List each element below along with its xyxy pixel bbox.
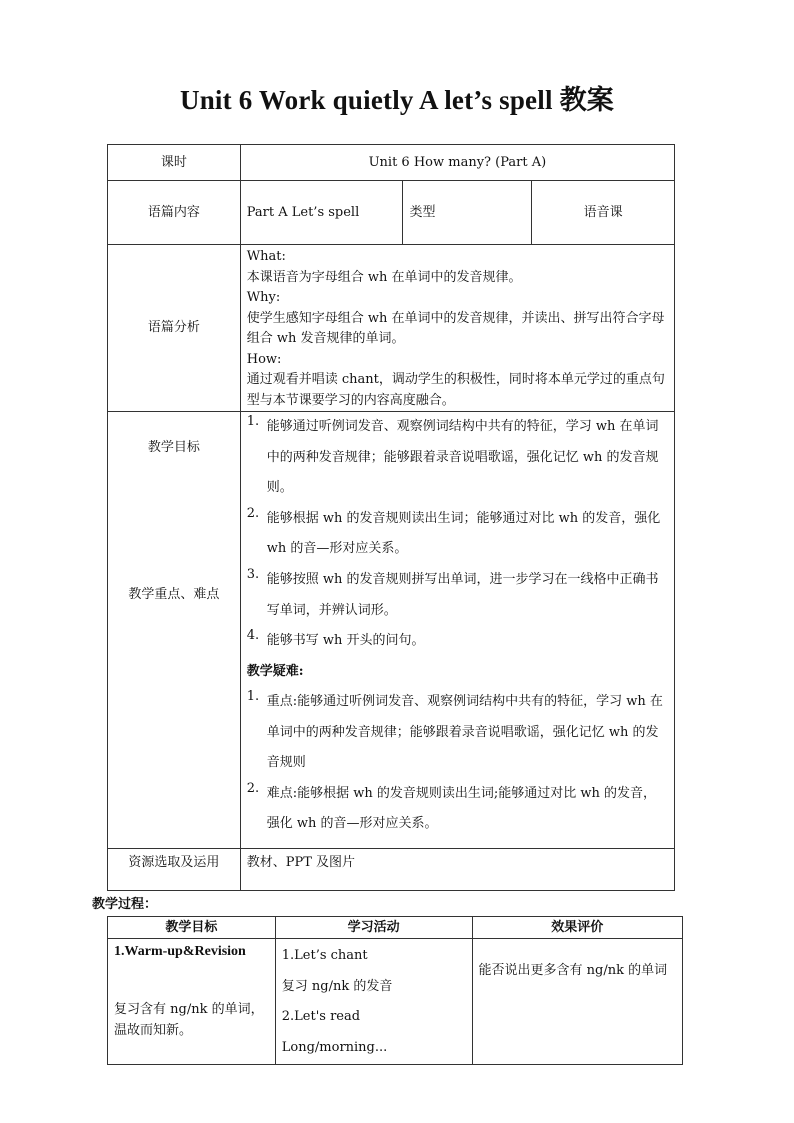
goal-item: 4. 能够书写 wh 开头的问句。 <box>246 628 425 649</box>
content-label: 语篇内容 <box>108 181 241 245</box>
content-value: Part A Let’s spell <box>240 181 403 245</box>
analysis-content <box>240 245 674 412</box>
analysis-label: 语篇分析 <box>108 245 241 412</box>
process-label: 教学过程： <box>92 897 158 912</box>
goal-item: 3. 能够按照 wh 的发音规则拼写出单词，进一步学习在一线格中正确书写单词，并辨认词形。 <box>246 566 659 618</box>
difficulty-item: 2. 难点:能够根据 wh 的发音规则读出生词;能够通过对比 wh 的发音，强化 wh 的音—形对应关系。 <box>246 780 657 832</box>
difficulty-item: 1. 重点:能够通过听例词发音、观察例词结构中共有的特征，学习 wh 在单词中的两种发音规律；能够跟着录音说唱歌谣，强化记忆 wh 的发音规则 <box>246 689 663 771</box>
document-title: Unit 6 Work quietly A let’s spell 教案 <box>180 85 614 115</box>
analysis-line: What: <box>246 249 286 264</box>
type-label: 类型 <box>403 181 532 245</box>
process-header-activity: 学习活动 <box>275 917 472 939</box>
lesson-info-table <box>107 144 675 891</box>
process-evaluation: 能否说出更多含有 ng/nk 的单词 <box>472 939 683 1065</box>
activity-line: Long/morning... <box>281 1039 388 1055</box>
goal-item: 2. 能够根据 wh 的发音规则读出生词；能够通过对比 wh 的发音，强化 wh 的音—形对应关系。 <box>246 505 661 557</box>
activity-line: 2.Let's read <box>281 1009 361 1025</box>
hours-label: 课时 <box>108 145 241 181</box>
goals-content <box>240 412 674 849</box>
goal-item: 1. 能够通过听例词发音、观察例词结构中共有的特征，学习 wh 在单词中的两种发音规律；能够跟着录音说唱歌谣，强化记忆 wh 的发音规则。 <box>246 414 659 496</box>
difficulty-heading: 教学疑难: <box>246 663 304 679</box>
process-goal-desc: 复习含有 ng/nk 的单词，温故而知新。 <box>114 1002 264 1038</box>
process-goal-title: 1.Warm-up&Revision <box>114 944 246 959</box>
goals-label: 教学目标 <box>147 440 200 456</box>
analysis-line: Why: <box>246 290 281 306</box>
hours-value: Unit 6 How many? (Part A) <box>240 145 674 181</box>
process-header-goal: 教学目标 <box>108 917 276 939</box>
process-header-evaluation: 效果评价 <box>472 917 683 939</box>
process-goal-cell <box>108 939 276 1065</box>
activity-line: 复习 ng/nk 的发音 <box>281 978 393 994</box>
analysis-line: 本课语音为字母组合 wh 在单词中的发音规律。 <box>246 269 522 285</box>
activity-line: 1.Let’s chant <box>281 948 368 963</box>
resources-label: 资源选取及运用 <box>108 849 241 891</box>
analysis-line: 通过观看并唱读 chant，调动学生的积极性，同时将本单元学过的重点句型与本节课要学习的内容高度融合。 <box>246 372 665 408</box>
resources-value: 教材、PPT 及图片 <box>240 849 674 891</box>
keypoints-label: 教学重点、难点 <box>128 586 220 602</box>
type-value: 语音课 <box>532 181 675 245</box>
process-table <box>107 916 683 1065</box>
goals-label-cell <box>108 412 241 849</box>
process-activity-cell <box>275 939 472 1065</box>
analysis-line: 使学生感知字母组合 wh 在单词中的发音规律，并读出、拼写出符合字母组合 wh 发音规律的单词。 <box>246 310 665 347</box>
analysis-line: How: <box>246 351 282 367</box>
